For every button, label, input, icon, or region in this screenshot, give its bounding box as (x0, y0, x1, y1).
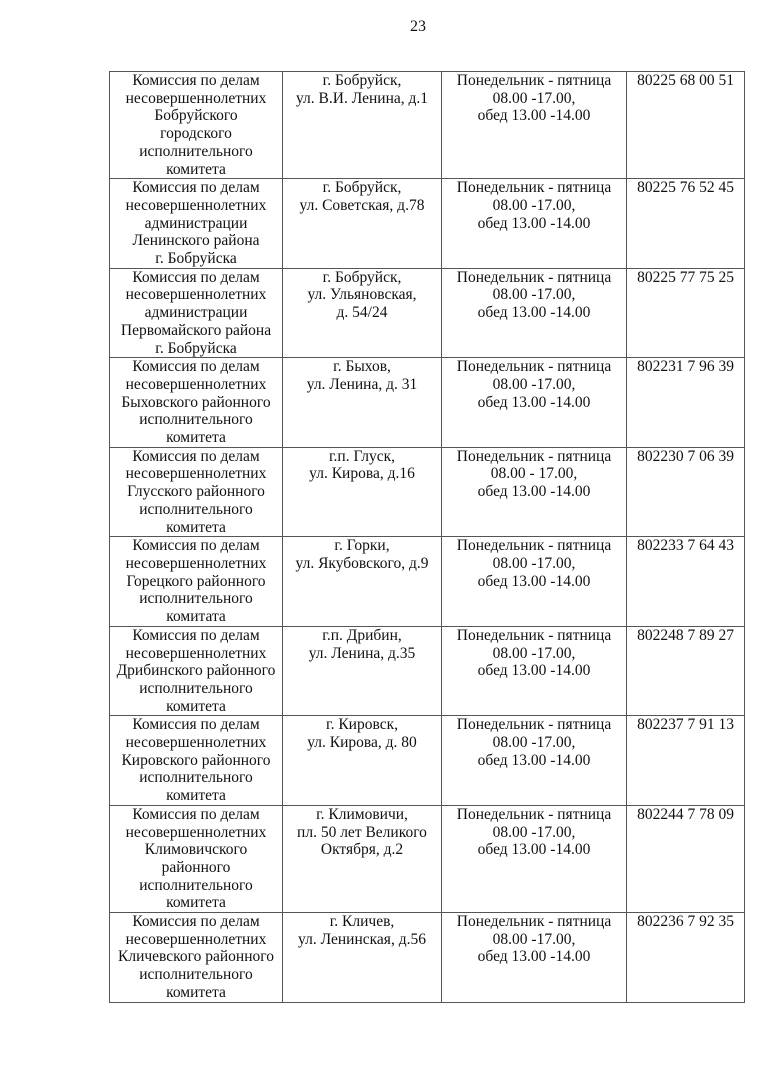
org-name-cell-line: комитета (166, 429, 226, 447)
org-name-cell-line: Комиссия по делам (132, 179, 260, 197)
org-name-cell-line: администрации (144, 214, 248, 232)
phone-cell (627, 626, 745, 716)
org-name-cell (110, 447, 283, 537)
hours-cell-line: обед 13.00 -14.00 (477, 214, 591, 232)
hours-cell-line: обед 13.00 -14.00 (477, 393, 591, 411)
org-name-cell-line: исполнительного (139, 679, 253, 697)
phone-cell-value: 802230 7 06 39 (637, 447, 734, 465)
page-number: 23 (410, 18, 426, 35)
hours-cell-line: 08.00 -17.00, (492, 930, 576, 948)
org-name-cell (110, 913, 283, 1003)
address-cell-line: ул. Ленинская, д.56 (298, 930, 426, 948)
phone-cell (627, 179, 745, 269)
address-cell-line: г. Бобруйск, (322, 179, 402, 197)
org-name-cell-line: комитета (166, 983, 226, 1001)
hours-cell-line: 08.00 -17.00, (492, 734, 576, 752)
table-row (110, 716, 745, 806)
commissions-table (109, 71, 745, 1003)
org-name-cell-line: Комиссия по делам (132, 358, 260, 376)
phone-cell (627, 913, 745, 1003)
org-name-cell-line: Комиссия по делам (132, 626, 260, 644)
org-name-cell (110, 72, 283, 179)
org-name-cell-line: комитета (166, 697, 226, 715)
org-name-cell (110, 179, 283, 269)
org-name-cell (110, 537, 283, 627)
address-cell-line: ул. Якубовского, д.9 (295, 554, 429, 572)
hours-cell-line: 08.00 -17.00, (492, 644, 576, 662)
org-name-cell-line: исполнительного (139, 142, 253, 160)
address-cell-line: г. Быхов, (333, 358, 391, 376)
org-name-cell (110, 626, 283, 716)
org-name-cell-line: г. Бобруйска (155, 250, 237, 268)
address-cell-line: г. Кировск, (325, 716, 398, 734)
org-name-cell-line: комитета (166, 518, 226, 536)
phone-cell-value: 802236 7 92 35 (637, 913, 734, 931)
phone-cell-value: 802248 7 89 27 (637, 626, 734, 644)
org-name-cell-line: Комиссия по делам (132, 805, 260, 823)
org-name-cell-line: Горецкого районного (126, 572, 266, 590)
hours-cell-line: 08.00 -17.00, (492, 196, 576, 214)
org-name-cell-line: несовершеннолетних (125, 465, 267, 483)
table-row (110, 179, 745, 269)
hours-cell-line: Понедельник - пятница (456, 268, 612, 286)
address-cell (283, 358, 442, 448)
hours-cell-line: Понедельник - пятница (456, 716, 612, 734)
org-name-cell-line: комитета (166, 894, 226, 912)
org-name-cell-line: несовершеннолетних (125, 375, 267, 393)
hours-cell-line: обед 13.00 -14.00 (477, 751, 591, 769)
table-row (110, 447, 745, 537)
org-name-cell-line: Кличевского районного (118, 948, 274, 966)
org-name-cell-line: исполнительного (139, 590, 253, 608)
address-cell (283, 72, 442, 179)
table-row (110, 72, 745, 179)
org-name-cell-line: Ленинского района (132, 232, 260, 250)
phone-cell (627, 537, 745, 627)
address-cell-line: г. Бобруйск, (322, 268, 402, 286)
hours-cell (442, 358, 627, 448)
address-cell-line: ул. Кирова, д.16 (309, 465, 415, 483)
org-name-cell (110, 716, 283, 806)
org-name-cell-line: комитета (166, 160, 226, 178)
org-name-cell-line: Комиссия по делам (132, 72, 260, 89)
hours-cell-line: обед 13.00 -14.00 (477, 948, 591, 966)
org-name-cell-line: Глусского районного (127, 483, 265, 501)
phone-cell-value: 802233 7 64 43 (637, 537, 734, 555)
hours-cell (442, 805, 627, 912)
org-name-cell-line: исполнительного (139, 876, 253, 894)
org-name-cell-line: комитата (166, 608, 226, 626)
org-name-cell-line: комитета (166, 787, 226, 805)
table-body (110, 72, 745, 1003)
hours-cell-line: обед 13.00 -14.00 (477, 662, 591, 680)
hours-cell (442, 537, 627, 627)
address-cell (283, 805, 442, 912)
hours-cell (442, 716, 627, 806)
org-name-cell-line: Бобруйского (154, 107, 238, 125)
org-name-cell-line: Первомайского района (120, 321, 272, 339)
address-cell-line: г.п. Глуск, (328, 447, 396, 465)
table-row (110, 913, 745, 1003)
address-cell (283, 626, 442, 716)
phone-cell-value: 802231 7 96 39 (637, 358, 734, 376)
hours-cell (442, 268, 627, 358)
org-name-cell (110, 268, 283, 358)
table-row (110, 537, 745, 627)
hours-cell-line: 08.00 -17.00, (492, 375, 576, 393)
org-name-cell-line: Комиссия по делам (132, 447, 260, 465)
hours-cell-line: 08.00 -17.00, (492, 286, 576, 304)
address-cell-line: пл. 50 лет Великого (297, 823, 427, 841)
table-row (110, 805, 745, 912)
hours-cell-line: Понедельник - пятница (456, 805, 612, 823)
address-cell-line: ул. Ленина, д. 31 (306, 375, 418, 393)
org-name-cell-line: несовершеннолетних (125, 734, 267, 752)
table-row (110, 358, 745, 448)
org-name-cell-line: Комиссия по делам (132, 913, 260, 931)
org-name-cell-line: Комиссия по делам (132, 537, 260, 555)
org-name-cell-line: несовершеннолетних (125, 286, 267, 304)
hours-cell (442, 447, 627, 537)
phone-cell-value: 802244 7 78 09 (637, 805, 734, 823)
address-cell (283, 913, 442, 1003)
org-name-cell-line: администрации (144, 304, 248, 322)
address-cell-line: г.п. Дрибин, (322, 626, 402, 644)
org-name-cell-line: несовершеннолетних (125, 196, 267, 214)
phone-cell-value: 802237 7 91 13 (637, 716, 734, 734)
org-name-cell-line: исполнительного (139, 966, 253, 984)
hours-cell-line: обед 13.00 -14.00 (477, 304, 591, 322)
org-name-cell-line: районного (161, 858, 231, 876)
hours-cell-line: Понедельник - пятница (456, 358, 612, 376)
hours-cell-line: Понедельник - пятница (456, 626, 612, 644)
hours-cell-line: обед 13.00 -14.00 (477, 107, 591, 125)
hours-cell-line: 08.00 - 17.00, (490, 465, 578, 483)
phone-cell (627, 447, 745, 537)
org-name-cell-line: несовершеннолетних (125, 89, 267, 107)
phone-cell (627, 805, 745, 912)
phone-cell (627, 268, 745, 358)
org-name-cell-line: несовершеннолетних (125, 823, 267, 841)
org-name-cell-line: исполнительного (139, 500, 253, 518)
address-cell-line: г. Кличев, (329, 913, 395, 931)
org-name-cell-line: г. Бобруйска (155, 339, 237, 357)
hours-cell-line: 08.00 -17.00, (492, 823, 576, 841)
org-name-cell-line: несовершеннолетних (125, 644, 267, 662)
org-name-cell-line: Кировского районного (121, 751, 271, 769)
address-cell-line: ул. Советская, д.78 (299, 196, 425, 214)
address-cell-line: ул. Кирова, д. 80 (307, 734, 417, 752)
address-cell-line: г. Климовичи, (316, 805, 408, 823)
org-name-cell-line: Комиссия по делам (132, 268, 260, 286)
hours-cell (442, 626, 627, 716)
phone-cell-value: 80225 77 75 25 (637, 268, 734, 286)
address-cell-line: Октября, д.2 (320, 841, 404, 859)
address-cell-line: ул. Ленина, д.35 (308, 644, 416, 662)
address-cell-line: ул. В.И. Ленина, д.1 (295, 89, 429, 107)
address-cell (283, 179, 442, 269)
address-cell-line: г. Горки, (334, 537, 390, 555)
org-name-cell-line: Климовичского (144, 841, 248, 859)
address-cell-line: г. Бобруйск, (322, 72, 402, 89)
hours-cell-line: Понедельник - пятница (456, 913, 612, 931)
org-name-cell (110, 358, 283, 448)
org-name-cell-line: Дрибинского районного (116, 662, 276, 680)
hours-cell-line: обед 13.00 -14.00 (477, 483, 591, 501)
hours-cell (442, 72, 627, 179)
hours-cell-line: Понедельник - пятница (456, 537, 612, 555)
address-cell (283, 716, 442, 806)
table-row (110, 626, 745, 716)
hours-cell-line: Понедельник - пятница (456, 179, 612, 197)
org-name-cell-line: несовершеннолетних (125, 930, 267, 948)
hours-cell (442, 913, 627, 1003)
phone-cell-value: 80225 68 00 51 (637, 72, 734, 89)
address-cell-line: ул. Ульяновская, (307, 286, 417, 304)
org-name-cell-line: городского (160, 125, 232, 143)
org-name-cell-line: Быховского районного (121, 393, 271, 411)
hours-cell (442, 179, 627, 269)
phone-cell (627, 72, 745, 179)
phone-cell (627, 358, 745, 448)
hours-cell-line: 08.00 -17.00, (492, 89, 576, 107)
org-name-cell-line: исполнительного (139, 411, 253, 429)
hours-cell-line: 08.00 -17.00, (492, 554, 576, 572)
address-cell (283, 537, 442, 627)
address-cell (283, 268, 442, 358)
org-name-cell-line: несовершеннолетних (125, 554, 267, 572)
hours-cell-line: обед 13.00 -14.00 (477, 841, 591, 859)
org-name-cell-line: Комиссия по делам (132, 716, 260, 734)
phone-cell (627, 716, 745, 806)
table-row (110, 268, 745, 358)
hours-cell-line: Понедельник - пятница (456, 447, 612, 465)
org-name-cell-line: исполнительного (139, 769, 253, 787)
hours-cell-line: обед 13.00 -14.00 (477, 572, 591, 590)
hours-cell-line: Понедельник - пятница (456, 72, 612, 89)
address-cell (283, 447, 442, 537)
phone-cell-value: 80225 76 52 45 (637, 179, 734, 197)
org-name-cell (110, 805, 283, 912)
address-cell-line: д. 54/24 (336, 304, 388, 322)
